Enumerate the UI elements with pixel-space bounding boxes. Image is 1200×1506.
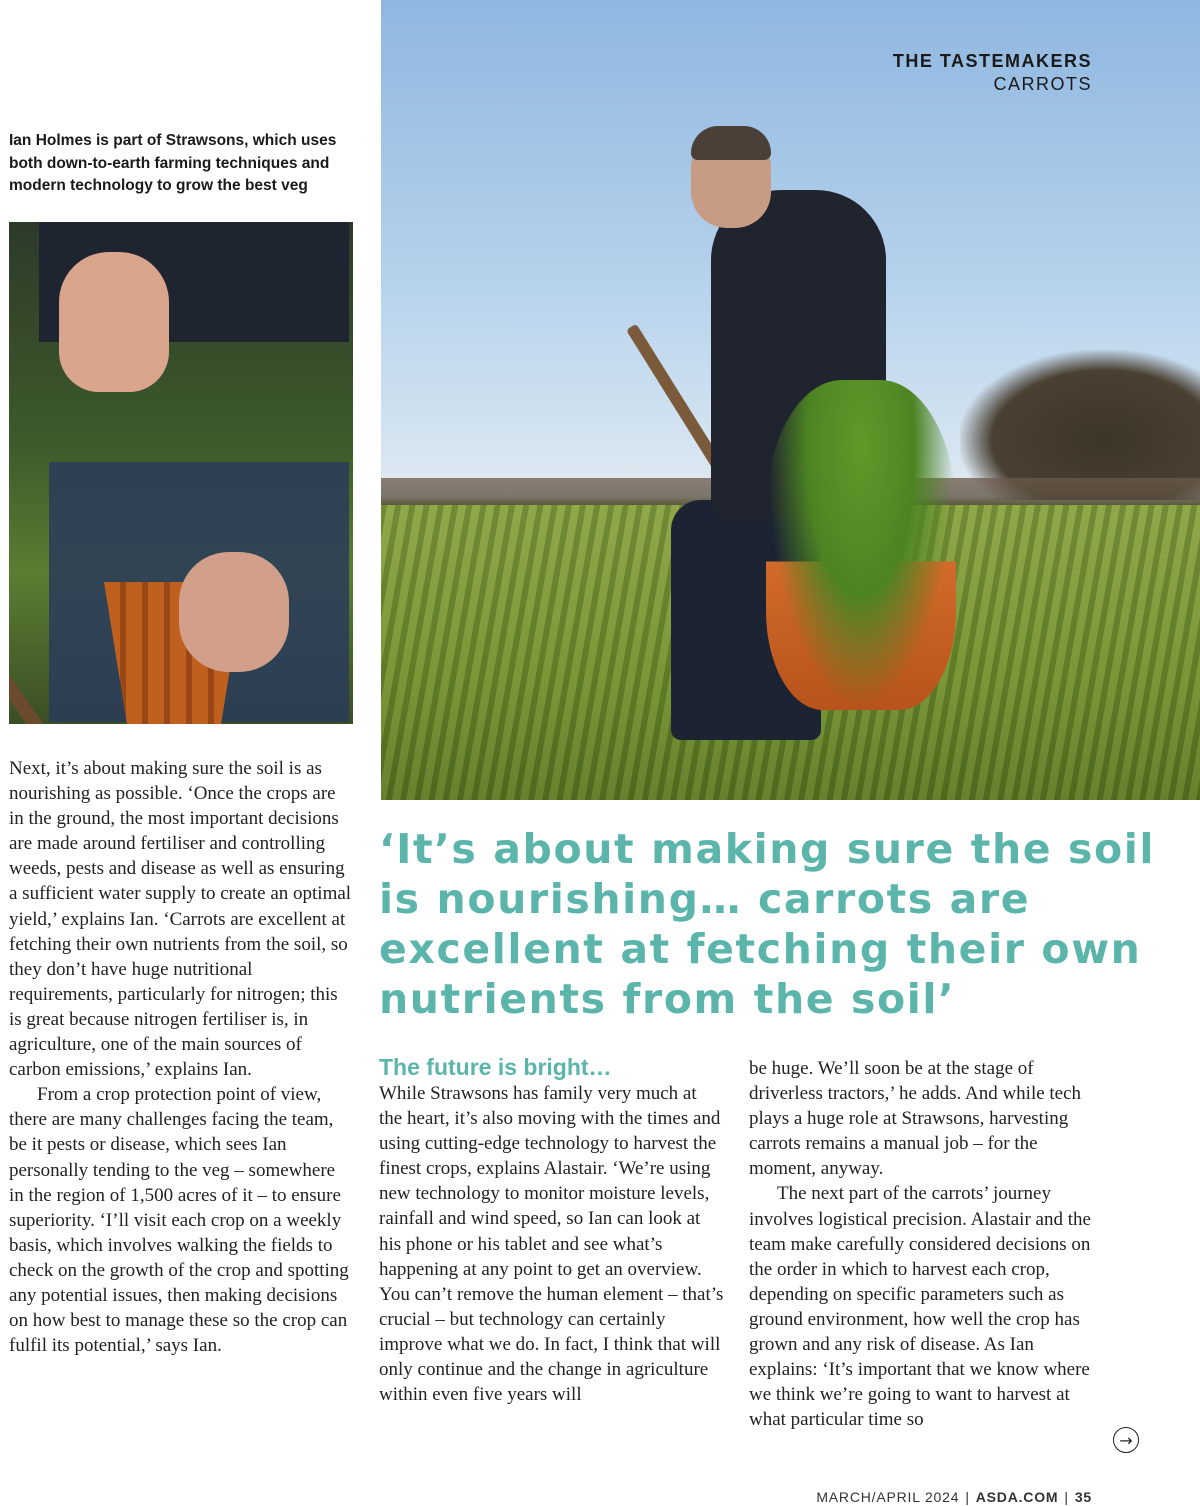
photo-caption: Ian Holmes is part of Strawsons, which uses both down-to-earth farming techniques and modern technology to grow the best veg [9,132,337,194]
detail-hand-top [59,252,169,392]
body-column-1 [9,756,354,1358]
body-column-2 [379,1081,724,1407]
paragraph: From a crop protection point of view, there are many challenges facing the team, be it pests or disease, which sees Ian personally tending to the veg – somewhere in the region of 1,500 acres of it – to ensure superiority. ‘I’ll visit each crop on a weekly basis, which involves walking the fields to check on the growth of the crop and spotting any potential issues, then making decisions on how best to manage these so the crop can fulfil its potential,’ says Ian. [9,1084,349,1357]
page-number: 35 [1074,1489,1092,1505]
arrow-right-circle-icon[interactable]: → [1113,1427,1139,1453]
subheading: The future is bright… [379,1054,612,1080]
hero-carrot-bunch [766,380,956,710]
footer-separator: | [965,1489,970,1505]
section-kicker [893,50,1092,96]
paragraph: While Strawsons has family very much at the heart, it’s also moving with the times and using cutting-edge technology to harvest the finest crops, explains Alastair. ‘We’re using new technology to monitor moisture levels, rainfall and wind speed, so Ian can look at his phone or his tablet and see what’s happening at any point to get an overview. You can’t remove the human element – that’s crucial – but technology can certainly improve what we do. In fact, I think that will only continue and the change in agriculture within even five years will [379,1083,724,1406]
page-footer [816,1488,1092,1506]
detail-hand-bottom [179,552,289,672]
body-column-3 [749,1056,1094,1432]
hero-man-hair [691,126,771,160]
section-title: THE TASTEMAKERS [892,51,1092,71]
detail-photo [9,222,353,724]
paragraph: Next, it’s about making sure the soil is as nourishing as possible. ‘Once the crops are in the ground, the most important decisions are made around fertiliser and controlling weeds, pests and disease as well as ensuring a sufficient water supply to create an optimal yield,’ explains Ian. ‘Carrots are excellent at fetching their own nutrients from the soil, so they don’t have huge nutritional requirements, particularly for nitrogen; this is great because nitrogen fertiliser is, in agriculture, one of the main sources of carbon emissions,’ explains Ian. [9,758,352,1081]
paragraph: be huge. We’ll soon be at the stage of driverless tractors,’ he adds. And while tech plays a huge role at Strawsons, harvesting carrots remains a manual job – for the moment, anyway. [749,1058,1082,1180]
paragraph: The next part of the carrots’ journey involves logistical precision. Alastair and the team make carefully considered decisions on the order in which to harvest each crop, depending on specific parameters such as ground environment, how well the crop has grown and any risk of disease. As Ian explains: ‘It’s important that we know where we think we’re going to want to harvest at what particular time so [749,1183,1091,1431]
pull-quote: ‘It’s about making sure the soil is nourishing… carrots are excellent at fetching their own nutrients from the soil’ [379,825,1156,1023]
hero-photo [381,0,1200,800]
site-name: ASDA.COM [975,1489,1059,1505]
section-topic: CARROTS [993,74,1092,94]
footer-separator: | [1064,1489,1069,1505]
issue-date: MARCH/APRIL 2024 [816,1489,960,1505]
